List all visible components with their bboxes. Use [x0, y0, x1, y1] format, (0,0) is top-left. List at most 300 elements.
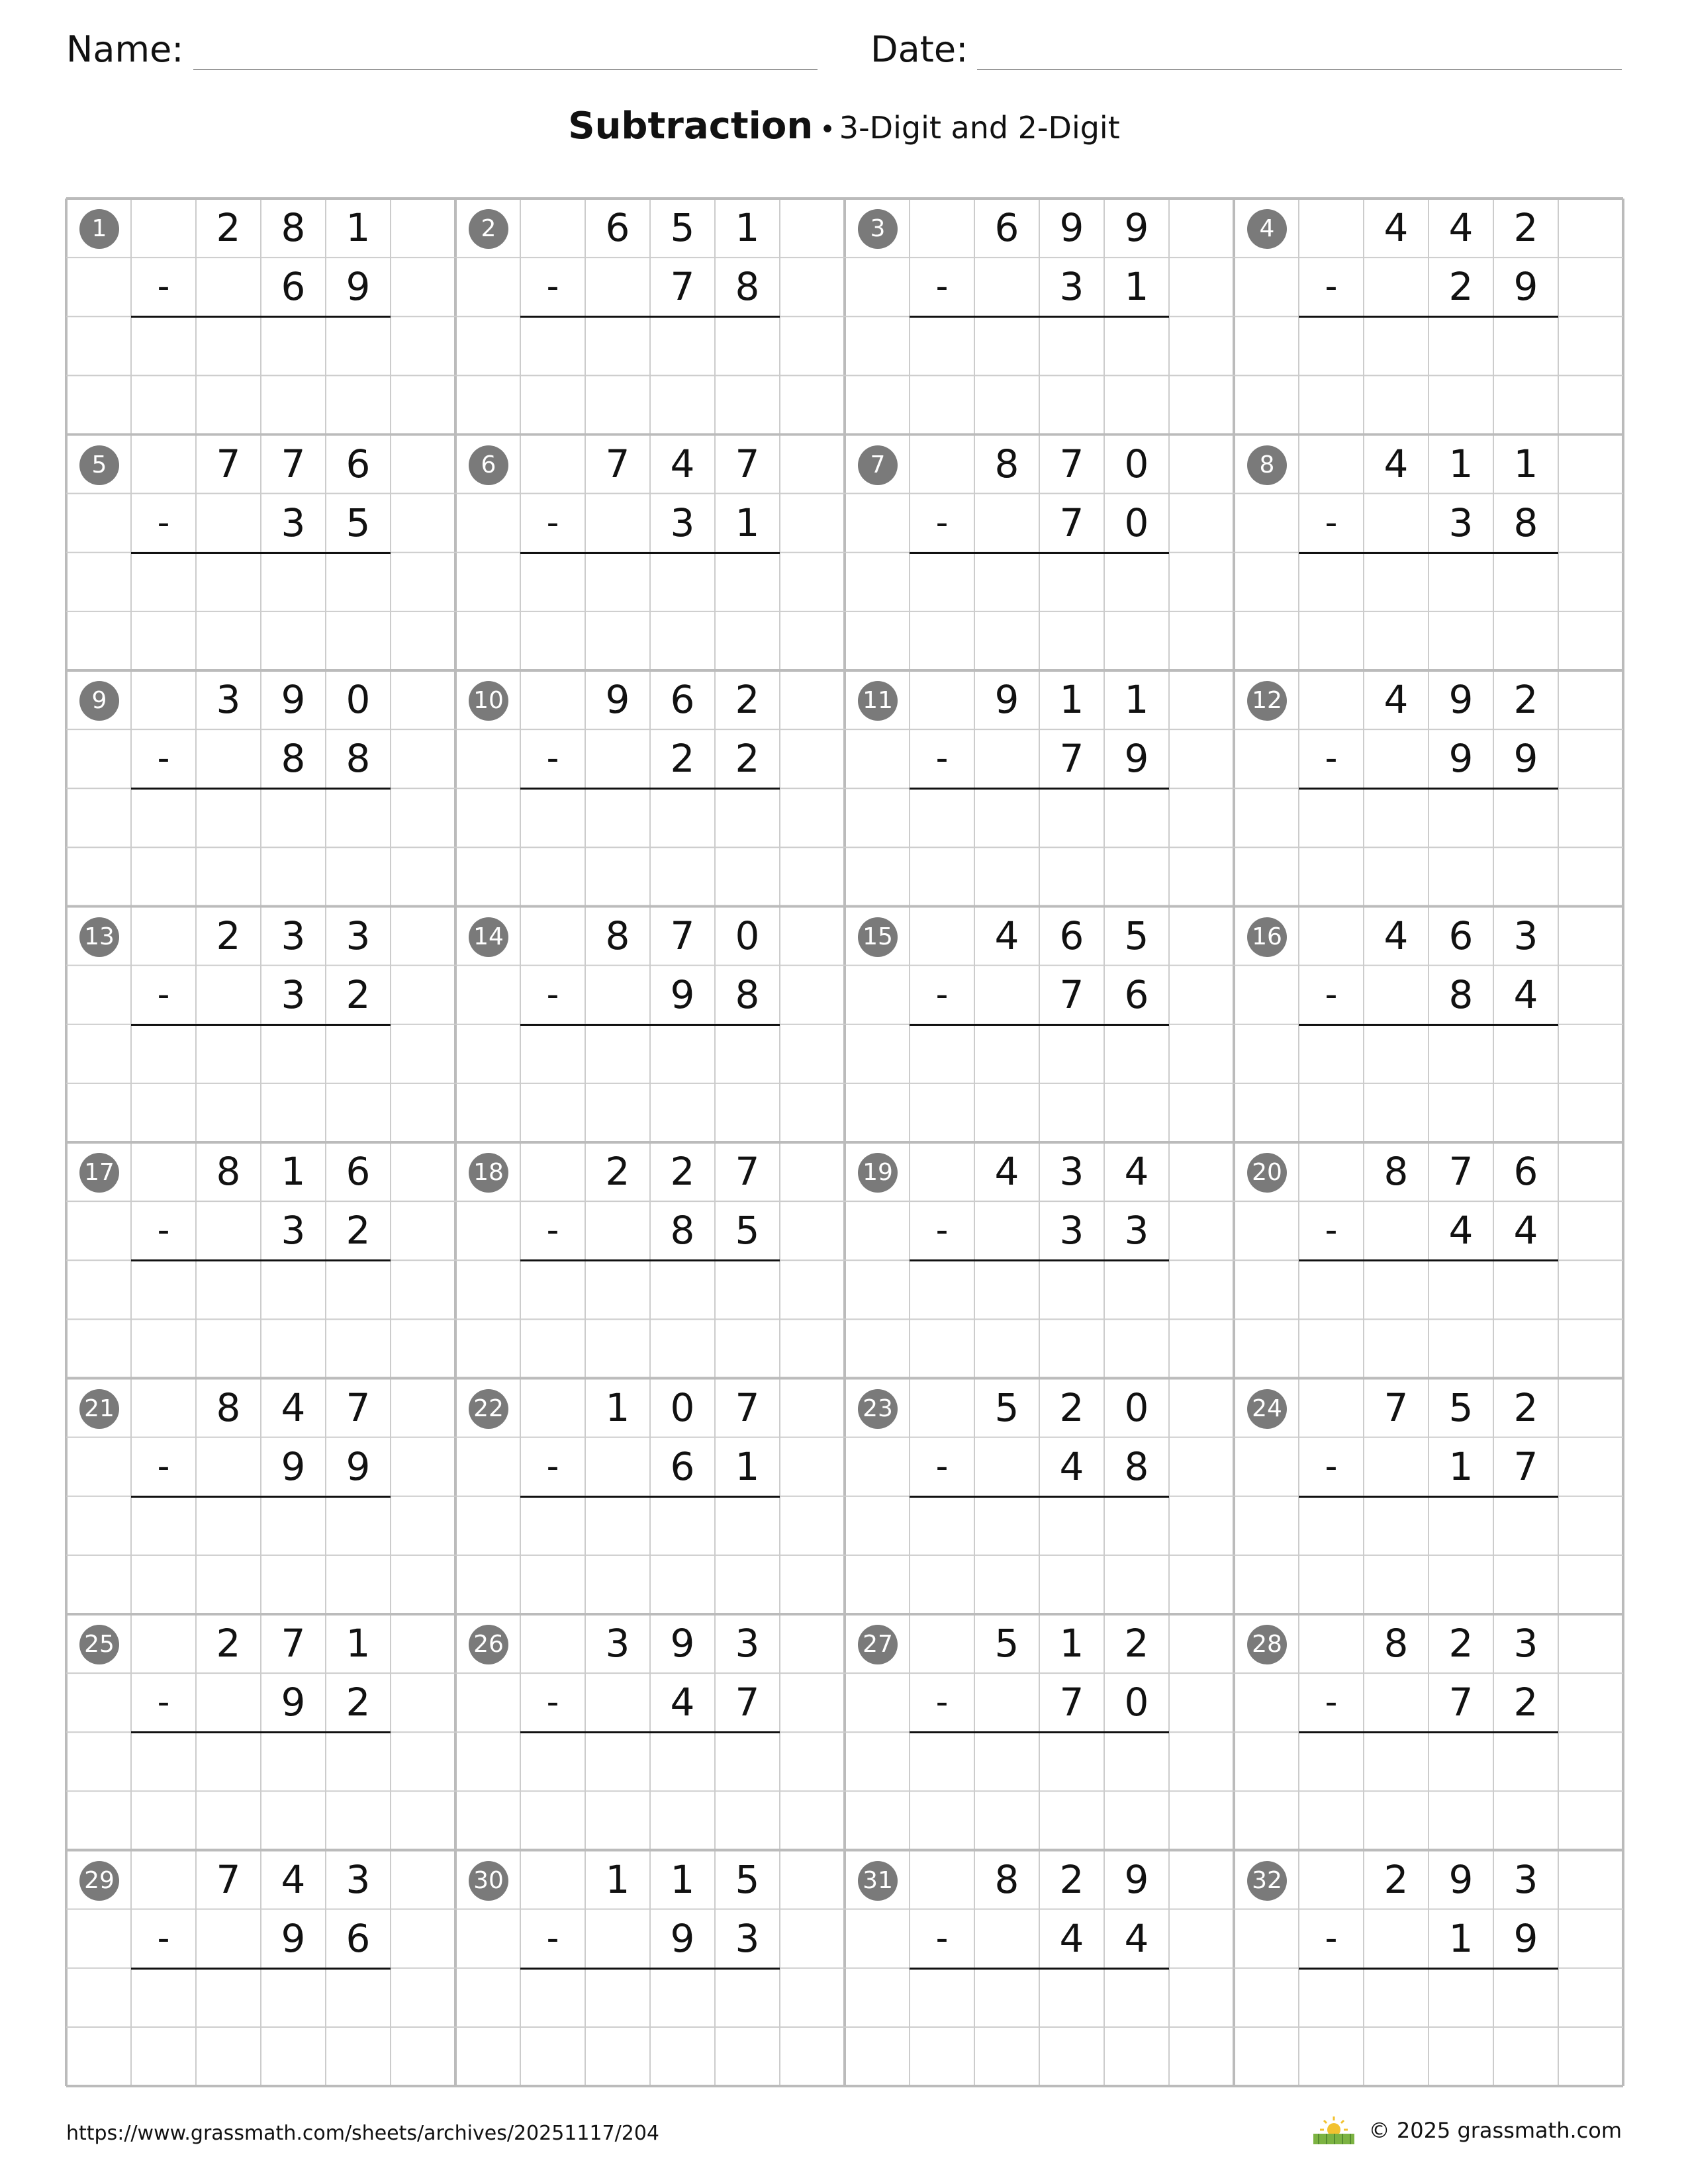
- minus-sign: -: [157, 974, 170, 1015]
- problem-block: [66, 199, 455, 435]
- title-separator: •: [820, 114, 835, 145]
- problem-number-badge: 23: [858, 1389, 898, 1429]
- minuend-digit: 9: [670, 1621, 695, 1666]
- minuend-digit: 8: [994, 441, 1019, 486]
- answer-rule: [131, 1968, 391, 1970]
- subtrahend-digit: 0: [1124, 500, 1149, 545]
- subtrahend-digit: [1364, 257, 1429, 316]
- minus-sign: -: [935, 267, 949, 307]
- minuend-digit: 9: [994, 677, 1019, 722]
- minus-sign: -: [1325, 502, 1338, 543]
- minuend-digit: 1: [605, 1385, 630, 1430]
- problem-number-badge: 17: [79, 1153, 119, 1193]
- subtrahend-digit: 3: [670, 500, 695, 545]
- subtrahend-digit: [585, 494, 650, 553]
- subtrahend-digit: [974, 1201, 1039, 1260]
- subtrahend-digit: 9: [1448, 736, 1474, 782]
- subtrahend-digit: 8: [281, 736, 306, 782]
- minus-sign: -: [1325, 974, 1338, 1015]
- date-line[interactable]: [977, 29, 1622, 70]
- minus-sign: -: [935, 739, 949, 779]
- problem-number-badge: 19: [858, 1153, 898, 1193]
- minuend-digit: 7: [735, 441, 760, 486]
- subtrahend-digit: 3: [735, 1915, 760, 1961]
- minuend-digit: 6: [994, 205, 1019, 250]
- problem-number-badge: 30: [469, 1861, 508, 1901]
- footer-copyright: © 2025 grassmath.com: [1368, 2118, 1622, 2143]
- problem-block: [1234, 670, 1623, 907]
- subtrahend-digit: 9: [281, 1680, 306, 1725]
- minuend-digit: 8: [605, 913, 630, 958]
- problem-block: [455, 907, 845, 1143]
- problem-block: [455, 1142, 845, 1379]
- minuend-digit: 1: [1448, 441, 1474, 486]
- subtrahend-digit: [585, 1673, 650, 1732]
- subtrahend-digit: 5: [346, 500, 371, 545]
- subtrahend-digit: [974, 729, 1039, 788]
- answer-rule: [520, 552, 780, 554]
- minuend-digit: 4: [670, 441, 695, 486]
- minuend-digit: 7: [1448, 1149, 1474, 1194]
- subtrahend-digit: 8: [346, 736, 371, 782]
- minuend-digit: 5: [735, 1856, 760, 1902]
- problem-block: [455, 435, 845, 671]
- minuend-digit: 7: [281, 441, 306, 486]
- answer-rule: [131, 1731, 391, 1733]
- minus-sign: -: [1325, 1918, 1338, 1958]
- minus-sign: -: [546, 502, 559, 543]
- problem-block: [845, 670, 1234, 907]
- minus-sign: -: [546, 1210, 559, 1251]
- subtrahend-digit: 7: [670, 264, 695, 310]
- subtrahend-digit: 3: [1059, 1208, 1084, 1253]
- problem-block: [66, 907, 455, 1143]
- minuend-digit: 2: [1513, 677, 1538, 722]
- minus-sign: -: [1325, 739, 1338, 779]
- minuend-digit: 2: [1124, 1621, 1149, 1666]
- minuend-digit: 4: [281, 1856, 306, 1902]
- worksheet-title: [0, 105, 1688, 148]
- subtrahend-digit: 3: [281, 500, 306, 545]
- answer-rule: [910, 1024, 1169, 1026]
- minuend-digit: 6: [1513, 1149, 1538, 1194]
- subtrahend-digit: 7: [1059, 972, 1084, 1017]
- problem-number-badge: 5: [79, 445, 119, 485]
- minuend-digit: 4: [1124, 1149, 1149, 1194]
- minuend-digit: 8: [994, 1856, 1019, 1902]
- problem-block: [1234, 199, 1623, 435]
- minuend-digit: 1: [281, 1149, 306, 1194]
- problem-number-badge: 12: [1247, 681, 1287, 721]
- minuend-digit: 8: [281, 205, 306, 250]
- subtrahend-digit: 9: [1124, 736, 1149, 782]
- subtrahend-digit: [585, 257, 650, 316]
- minus-sign: -: [157, 1446, 170, 1486]
- answer-rule: [520, 1496, 780, 1498]
- subtrahend-digit: 2: [1513, 1680, 1538, 1725]
- subtrahend-digit: 1: [1448, 1915, 1474, 1961]
- subtrahend-digit: [196, 1909, 261, 1968]
- subtrahend-digit: [196, 257, 261, 316]
- minuend-digit: 1: [1059, 677, 1084, 722]
- problem-block: [455, 1850, 845, 2087]
- subtrahend-digit: 2: [735, 736, 760, 782]
- minuend-digit: 7: [1383, 1385, 1409, 1430]
- minuend-digit: 1: [346, 205, 371, 250]
- problem-number-badge: 29: [79, 1861, 119, 1901]
- answer-rule: [1299, 1968, 1558, 1970]
- problem-block: [1234, 435, 1623, 671]
- minuend-digit: 4: [994, 1149, 1019, 1194]
- subtrahend-digit: 3: [1059, 264, 1084, 310]
- minuend-digit: 4: [1448, 205, 1474, 250]
- minus-sign: -: [546, 267, 559, 307]
- name-label: Name:: [66, 28, 184, 70]
- subtrahend-digit: 9: [346, 1443, 371, 1489]
- problem-block: [1234, 1142, 1623, 1379]
- subtrahend-digit: 7: [1448, 1680, 1474, 1725]
- subtrahend-digit: 4: [1513, 1208, 1538, 1253]
- problem-number-badge: 11: [858, 681, 898, 721]
- answer-rule: [1299, 1496, 1558, 1498]
- problem-block: [1234, 1614, 1623, 1850]
- problem-number-badge: 26: [469, 1625, 508, 1664]
- minuend-digit: 5: [994, 1621, 1019, 1666]
- answer-rule: [1299, 552, 1558, 554]
- subtrahend-digit: [196, 1673, 261, 1732]
- subtrahend-digit: 9: [1513, 1915, 1538, 1961]
- problem-number-badge: 13: [79, 917, 119, 957]
- minuend-digit: 2: [1383, 1856, 1409, 1902]
- minuend-digit: 3: [735, 1621, 760, 1666]
- minuend-digit: 3: [216, 677, 241, 722]
- subtrahend-digit: 1: [1124, 264, 1149, 310]
- minuend-digit: 1: [1059, 1621, 1084, 1666]
- minuend-digit: 2: [216, 205, 241, 250]
- answer-rule: [520, 1024, 780, 1026]
- subtrahend-digit: [974, 257, 1039, 316]
- minuend-digit: 3: [1513, 1856, 1538, 1902]
- minuend-digit: 2: [1059, 1385, 1084, 1430]
- subtrahend-digit: 8: [735, 972, 760, 1017]
- subtrahend-digit: 3: [281, 1208, 306, 1253]
- problem-number-badge: 10: [469, 681, 508, 721]
- problem-number-badge: 3: [858, 209, 898, 249]
- minuend-digit: 6: [1448, 913, 1474, 958]
- minuend-digit: 3: [1513, 913, 1538, 958]
- subtrahend-digit: 2: [1448, 264, 1474, 310]
- problem-number-badge: 21: [79, 1389, 119, 1429]
- problem-number-badge: 32: [1247, 1861, 1287, 1901]
- minus-sign: -: [157, 1918, 170, 1958]
- minuend-digit: 0: [670, 1385, 695, 1430]
- subtrahend-digit: 9: [670, 1915, 695, 1961]
- subtrahend-digit: 3: [1448, 500, 1474, 545]
- problem-block: [845, 1614, 1234, 1850]
- problem-number-badge: 31: [858, 1861, 898, 1901]
- subtrahend-digit: [196, 1201, 261, 1260]
- problem-number-badge: 16: [1247, 917, 1287, 957]
- subtrahend-digit: 4: [1124, 1915, 1149, 1961]
- subtrahend-digit: 9: [1513, 736, 1538, 782]
- minuend-digit: 7: [216, 441, 241, 486]
- minuend-digit: 2: [605, 1149, 630, 1194]
- subtrahend-digit: 8: [1448, 972, 1474, 1017]
- subtrahend-digit: 6: [1124, 972, 1149, 1017]
- minuend-digit: 6: [1059, 913, 1084, 958]
- minuend-digit: 4: [1383, 913, 1409, 958]
- subtrahend-digit: 7: [1513, 1443, 1538, 1489]
- minuend-digit: 5: [1448, 1385, 1474, 1430]
- minuend-digit: 7: [605, 441, 630, 486]
- minuend-digit: 2: [1448, 1621, 1474, 1666]
- problem-block: [66, 1142, 455, 1379]
- minus-sign: -: [157, 502, 170, 543]
- subtrahend-digit: [974, 494, 1039, 553]
- subtrahend-digit: 7: [1059, 500, 1084, 545]
- minuend-digit: 0: [1124, 1385, 1149, 1430]
- problem-block: [845, 435, 1234, 671]
- problem-block: [845, 199, 1234, 435]
- subtrahend-digit: 6: [281, 264, 306, 310]
- minuend-digit: 9: [1448, 677, 1474, 722]
- answer-rule: [520, 1968, 780, 1970]
- minuend-digit: 8: [216, 1385, 241, 1430]
- problem-block: [455, 1379, 845, 1615]
- answer-rule: [910, 552, 1169, 554]
- subtrahend-digit: 1: [735, 500, 760, 545]
- subtrahend-digit: [585, 966, 650, 1024]
- problem-number-badge: 24: [1247, 1389, 1287, 1429]
- subtrahend-digit: [974, 1437, 1039, 1496]
- subtrahend-digit: 9: [281, 1915, 306, 1961]
- sun-grass-logo-icon: [1311, 2115, 1357, 2146]
- footer-url: https://www.grassmath.com/sheets/archives/20251117/204: [66, 2122, 660, 2145]
- subtrahend-digit: [974, 1909, 1039, 1968]
- minuend-digit: 4: [1383, 677, 1409, 722]
- problem-block: [66, 1379, 455, 1615]
- minuend-digit: 0: [1124, 441, 1149, 486]
- subtrahend-digit: 4: [1448, 1208, 1474, 1253]
- answer-rule: [520, 1731, 780, 1733]
- problem-block: [845, 1142, 1234, 1379]
- name-field[interactable]: [66, 24, 818, 70]
- minuend-digit: 1: [1513, 441, 1538, 486]
- problem-number-badge: 14: [469, 917, 508, 957]
- problem-block: [66, 1850, 455, 2087]
- minuend-digit: 2: [735, 677, 760, 722]
- problem-number-badge: 9: [79, 681, 119, 721]
- minuend-digit: 9: [605, 677, 630, 722]
- minus-sign: -: [935, 1682, 949, 1723]
- subtrahend-digit: 2: [346, 972, 371, 1017]
- minuend-digit: 2: [1513, 1385, 1538, 1430]
- minus-sign: -: [546, 1682, 559, 1723]
- minus-sign: -: [935, 1446, 949, 1486]
- minus-sign: -: [157, 1682, 170, 1723]
- answer-rule: [910, 316, 1169, 318]
- problems-container: [66, 199, 1623, 2086]
- problem-grid: [66, 199, 1623, 2086]
- name-line[interactable]: [193, 29, 818, 70]
- answer-rule: [131, 1024, 391, 1026]
- minuend-digit: 8: [1383, 1621, 1409, 1666]
- problem-number-badge: 15: [858, 917, 898, 957]
- minus-sign: -: [1325, 1210, 1338, 1251]
- answer-rule: [131, 552, 391, 554]
- answer-rule: [910, 1968, 1169, 1970]
- subtrahend-digit: [196, 494, 261, 553]
- subtrahend-digit: 5: [735, 1208, 760, 1253]
- minus-sign: -: [157, 739, 170, 779]
- subtrahend-digit: 1: [1448, 1443, 1474, 1489]
- minuend-digit: 3: [1059, 1149, 1084, 1194]
- minuend-digit: 2: [216, 913, 241, 958]
- answer-rule: [520, 1259, 780, 1261]
- answer-rule: [910, 788, 1169, 790]
- subtrahend-digit: [585, 1437, 650, 1496]
- subtrahend-digit: 4: [1059, 1915, 1084, 1961]
- minus-sign: -: [935, 1918, 949, 1958]
- minus-sign: -: [546, 974, 559, 1015]
- subtrahend-digit: 2: [346, 1208, 371, 1253]
- problem-block: [455, 670, 845, 907]
- date-field[interactable]: [870, 24, 1622, 70]
- minuend-digit: 9: [1124, 1856, 1149, 1902]
- problem-block: [66, 435, 455, 671]
- title-subtitle: 3-Digit and 2-Digit: [839, 110, 1120, 146]
- subtrahend-digit: 6: [346, 1915, 371, 1961]
- subtrahend-digit: 4: [1513, 972, 1538, 1017]
- subtrahend-digit: [1364, 1201, 1429, 1260]
- subtrahend-digit: 8: [670, 1208, 695, 1253]
- problem-block: [455, 1614, 845, 1850]
- minuend-digit: 6: [346, 441, 371, 486]
- minus-sign: -: [546, 1918, 559, 1958]
- minuend-digit: 9: [1059, 205, 1084, 250]
- minuend-digit: 9: [281, 677, 306, 722]
- subtrahend-digit: [196, 729, 261, 788]
- minuend-digit: 1: [605, 1856, 630, 1902]
- subtrahend-digit: [974, 1673, 1039, 1732]
- subtrahend-digit: 9: [281, 1443, 306, 1489]
- problem-number-badge: 28: [1247, 1625, 1287, 1664]
- answer-rule: [1299, 1024, 1558, 1026]
- minuend-digit: 1: [1124, 677, 1149, 722]
- minuend-digit: 0: [346, 677, 371, 722]
- subtrahend-digit: 8: [1124, 1443, 1149, 1489]
- minuend-digit: 4: [994, 913, 1019, 958]
- answer-rule: [131, 788, 391, 790]
- subtrahend-digit: 6: [670, 1443, 695, 1489]
- answer-rule: [131, 316, 391, 318]
- problem-block: [845, 1850, 1234, 2087]
- title-main: Subtraction: [568, 105, 814, 148]
- minuend-digit: 1: [670, 1856, 695, 1902]
- problem-number-badge: 7: [858, 445, 898, 485]
- answer-rule: [520, 316, 780, 318]
- subtrahend-digit: [585, 729, 650, 788]
- minuend-digit: 6: [346, 1149, 371, 1194]
- subtrahend-digit: [1364, 966, 1429, 1024]
- minuend-digit: 3: [1513, 1621, 1538, 1666]
- problem-number-badge: 27: [858, 1625, 898, 1664]
- minuend-digit: 2: [1059, 1856, 1084, 1902]
- minuend-digit: 5: [670, 205, 695, 250]
- subtrahend-digit: [585, 1201, 650, 1260]
- problem-block: [66, 1614, 455, 1850]
- answer-rule: [1299, 1731, 1558, 1733]
- minuend-digit: 5: [1124, 913, 1149, 958]
- subtrahend-digit: 9: [670, 972, 695, 1017]
- problem-block: [1234, 1850, 1623, 2087]
- minuend-digit: 6: [605, 205, 630, 250]
- answer-rule: [1299, 316, 1558, 318]
- problem-number-badge: 4: [1247, 209, 1287, 249]
- minuend-digit: 3: [281, 913, 306, 958]
- subtrahend-digit: [1364, 1437, 1429, 1496]
- subtrahend-digit: [196, 966, 261, 1024]
- date-label: Date:: [870, 28, 968, 70]
- subtrahend-digit: 7: [1059, 1680, 1084, 1725]
- minuend-digit: 0: [735, 913, 760, 958]
- minuend-digit: 3: [605, 1621, 630, 1666]
- minus-sign: -: [157, 267, 170, 307]
- minus-sign: -: [935, 502, 949, 543]
- minuend-digit: 1: [346, 1621, 371, 1666]
- answer-rule: [910, 1731, 1169, 1733]
- minus-sign: -: [1325, 1446, 1338, 1486]
- subtrahend-digit: 7: [1059, 736, 1084, 782]
- problem-number-badge: 1: [79, 209, 119, 249]
- minus-sign: -: [935, 1210, 949, 1251]
- problem-block: [1234, 1379, 1623, 1615]
- problem-number-badge: 6: [469, 445, 508, 485]
- answer-rule: [910, 1496, 1169, 1498]
- answer-rule: [131, 1496, 391, 1498]
- minuend-digit: 6: [670, 677, 695, 722]
- minus-sign: -: [157, 1210, 170, 1251]
- subtrahend-digit: 2: [670, 736, 695, 782]
- minus-sign: -: [1325, 267, 1338, 307]
- minus-sign: -: [1325, 1682, 1338, 1723]
- minus-sign: -: [546, 739, 559, 779]
- problem-number-badge: 2: [469, 209, 508, 249]
- minuend-digit: 4: [1383, 205, 1409, 250]
- minuend-digit: 3: [346, 913, 371, 958]
- problem-block: [845, 907, 1234, 1143]
- subtrahend-digit: 1: [735, 1443, 760, 1489]
- subtrahend-digit: [585, 1909, 650, 1968]
- minuend-digit: 2: [216, 1621, 241, 1666]
- subtrahend-digit: [1364, 494, 1429, 553]
- subtrahend-digit: 8: [735, 264, 760, 310]
- minuend-digit: 1: [735, 205, 760, 250]
- problem-number-badge: 8: [1247, 445, 1287, 485]
- minuend-digit: 4: [281, 1385, 306, 1430]
- answer-rule: [1299, 788, 1558, 790]
- problem-number-badge: 22: [469, 1389, 508, 1429]
- minuend-digit: 7: [735, 1385, 760, 1430]
- subtrahend-digit: 3: [1124, 1208, 1149, 1253]
- minuend-digit: 7: [1059, 441, 1084, 486]
- problem-block: [66, 670, 455, 907]
- subtrahend-digit: [974, 966, 1039, 1024]
- minuend-digit: 9: [1124, 205, 1149, 250]
- minuend-digit: 9: [1448, 1856, 1474, 1902]
- subtrahend-digit: 8: [1513, 500, 1538, 545]
- minuend-digit: 5: [994, 1385, 1019, 1430]
